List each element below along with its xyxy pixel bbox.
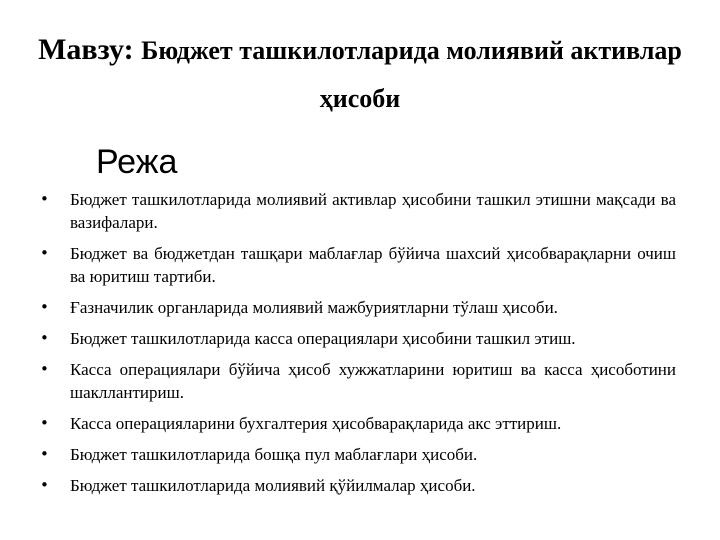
list-item	[40, 443, 676, 466]
list-item-text: Бюджет ташкилотларида бошқа пул маблағлари ҳисоби.	[70, 445, 478, 464]
plan-list	[40, 188, 676, 505]
bullet-icon: •	[40, 414, 49, 432]
bullet-icon: •	[40, 244, 49, 262]
bullet-icon: •	[40, 329, 49, 347]
bullet-icon: •	[40, 298, 49, 316]
list-item-text: Бюджет ташкилотларида молиявий активлар ҳисобини ташкил этишни мақсади ва вазифалари.	[70, 190, 676, 232]
title-prefix: Мавзу:	[38, 33, 142, 66]
list-item	[40, 188, 676, 234]
bullet-icon: •	[40, 190, 49, 208]
list-item	[40, 474, 676, 497]
plan-heading: Режа	[96, 143, 178, 181]
list-item-text: Бюджет ва бюджетдан ташқари маблағлар бўйича шахсий ҳисобварақларни очиш ва юритиш тартиби.	[70, 244, 676, 286]
list-item-text: Бюджет ташкилотларида молиявий қўйилмалар ҳисоби.	[70, 476, 476, 495]
list-item	[40, 296, 676, 319]
list-item-text: Касса операциялари бўйича ҳисоб хужжатларини юритиш ва касса ҳисоботини шакллантириш.	[70, 360, 676, 402]
list-item-text: Ғазначилик органларида молиявий мажбуриятларни тўлаш ҳисоби.	[70, 298, 558, 317]
title-text: Бюджет ташкилотларида молиявий активлар ҳисоби	[141, 36, 682, 113]
bullet-icon: •	[40, 360, 49, 378]
list-item	[40, 242, 676, 288]
list-item-text: Касса операцияларини бухгалтерия ҳисобварақларида акс эттириш.	[70, 414, 562, 433]
list-item	[40, 358, 676, 404]
bullet-icon: •	[40, 445, 49, 463]
list-item	[40, 327, 676, 350]
list-item	[40, 412, 676, 435]
bullet-icon: •	[40, 476, 49, 494]
list-item-text: Бюджет ташкилотларида касса операциялари ҳисобини ташкил этиш.	[70, 329, 576, 348]
slide-title	[0, 28, 700, 125]
